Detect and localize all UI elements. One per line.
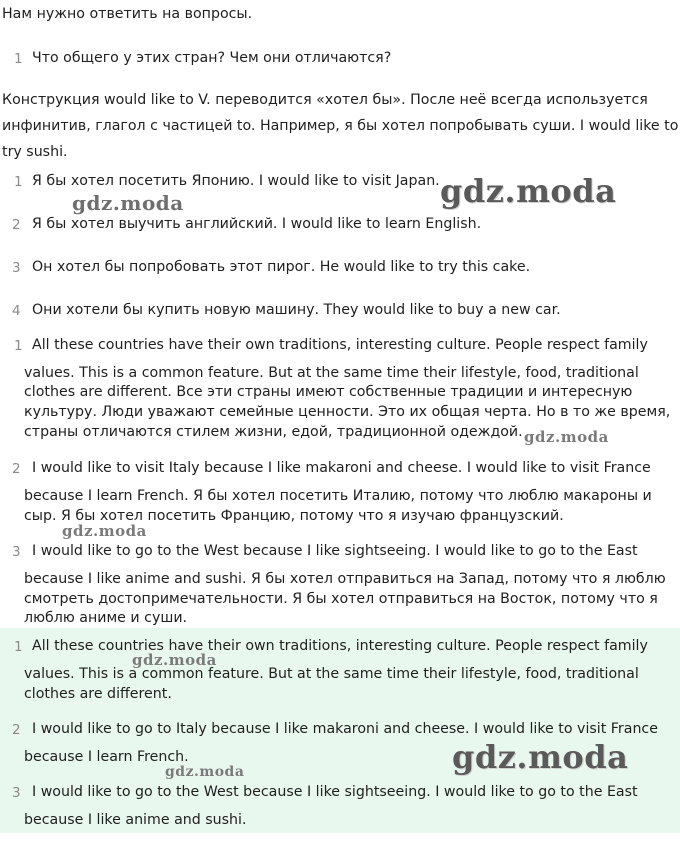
answer-line: clothes are different. Все эти страны имеют собственные традиции и интересную bbox=[24, 384, 633, 400]
final-answer-number: 3 bbox=[12, 785, 21, 801]
watermark-logo: gdz.moda bbox=[165, 764, 245, 780]
example-text: Я бы хотел выучить английский. I would like to learn English. bbox=[32, 216, 482, 232]
final-answer-line: because I like anime and sushi. bbox=[24, 812, 247, 828]
answer-number: 3 bbox=[12, 544, 21, 560]
watermark-logo: gdz.moda bbox=[524, 428, 609, 446]
answer-line: смотреть достопримечательности. Я бы хотел отправиться на Восток, потому что я bbox=[24, 591, 658, 607]
example-number: 4 bbox=[12, 303, 21, 319]
answer-line: because I like anime and sushi. Я бы хотел отправиться на Запад, потому что я люблю bbox=[24, 571, 666, 587]
answer-line: because I learn French. Я бы хотел посетить Италию, потому что люблю макароны и bbox=[24, 488, 652, 504]
answer-line: I would like to go to the West because I like sightseeing. I would like to go to the East bbox=[32, 543, 638, 559]
final-answer-number: 1 bbox=[14, 639, 23, 655]
example-number: 2 bbox=[12, 217, 21, 233]
example-number: 3 bbox=[12, 260, 21, 276]
final-answer-line: All these countries have their own traditions, interesting culture. People respect family bbox=[32, 638, 648, 654]
example-text: Они хотели бы купить новую машину. They would like to buy a new car. bbox=[32, 302, 561, 318]
answer-number: 2 bbox=[12, 461, 21, 477]
watermark-logo: gdz.moda bbox=[440, 172, 617, 210]
intro-text: Нам нужно ответить на вопросы. bbox=[2, 6, 253, 22]
watermark-logo: gdz.moda bbox=[62, 522, 147, 540]
watermark-logo: gdz.moda bbox=[132, 651, 217, 669]
answer-line: страны отличаются стилем жизни, едой, традиционной одеждой. bbox=[24, 424, 523, 440]
question-text: Что общего у этих стран? Чем они отличаются? bbox=[32, 50, 392, 66]
example-text: Я бы хотел посетить Японию. I would like to visit Japan. bbox=[32, 173, 440, 189]
example-text: Он хотел бы попробовать этот пирог. He would like to try this cake. bbox=[32, 259, 531, 275]
answer-line: культуру. Люди уважают семейные ценности. Это их общая черта. Но в то же время, bbox=[24, 404, 671, 420]
final-answer-line: because I learn French. bbox=[24, 749, 189, 765]
answer-line: люблю аниме и суши. bbox=[24, 610, 188, 626]
answer-line: сыр. Я бы хотел посетить Францию, потому что я изучаю французский. bbox=[24, 508, 564, 524]
final-answer-line: I would like to go to the West because I like sightseeing. I would like to go to the East bbox=[32, 784, 638, 800]
answer-line: values. This is a common feature. But at the same time their lifestyle, food, traditional bbox=[24, 365, 639, 381]
final-answer-line: I would like to go to Italy because I like makaroni and cheese. I would like to visit France bbox=[32, 721, 658, 737]
answer-line: I would like to visit Italy because I like makaroni and cheese. I would like to visit France bbox=[32, 460, 651, 476]
watermark-logo: gdz.moda bbox=[72, 191, 184, 215]
example-number: 1 bbox=[14, 174, 23, 190]
answer-number: 1 bbox=[14, 338, 23, 354]
question-number: 1 bbox=[14, 51, 23, 67]
grammar-line: инфинитив, глагол с частицей to. Например, я бы хотел попробывать суши. I would like to bbox=[2, 118, 679, 134]
final-answer-number: 2 bbox=[12, 722, 21, 738]
final-answer-line: values. This is a common feature. But at the same time their lifestyle, food, traditional bbox=[24, 666, 639, 682]
grammar-line: try sushi. bbox=[2, 144, 68, 160]
final-answer-line: clothes are different. bbox=[24, 686, 172, 702]
answer-line: All these countries have their own traditions, interesting culture. People respect family bbox=[32, 337, 648, 353]
watermark-logo: gdz.moda bbox=[452, 738, 629, 776]
grammar-line: Конструкция would like to V. переводится «хотел бы». После неё всегда используется bbox=[2, 92, 648, 108]
